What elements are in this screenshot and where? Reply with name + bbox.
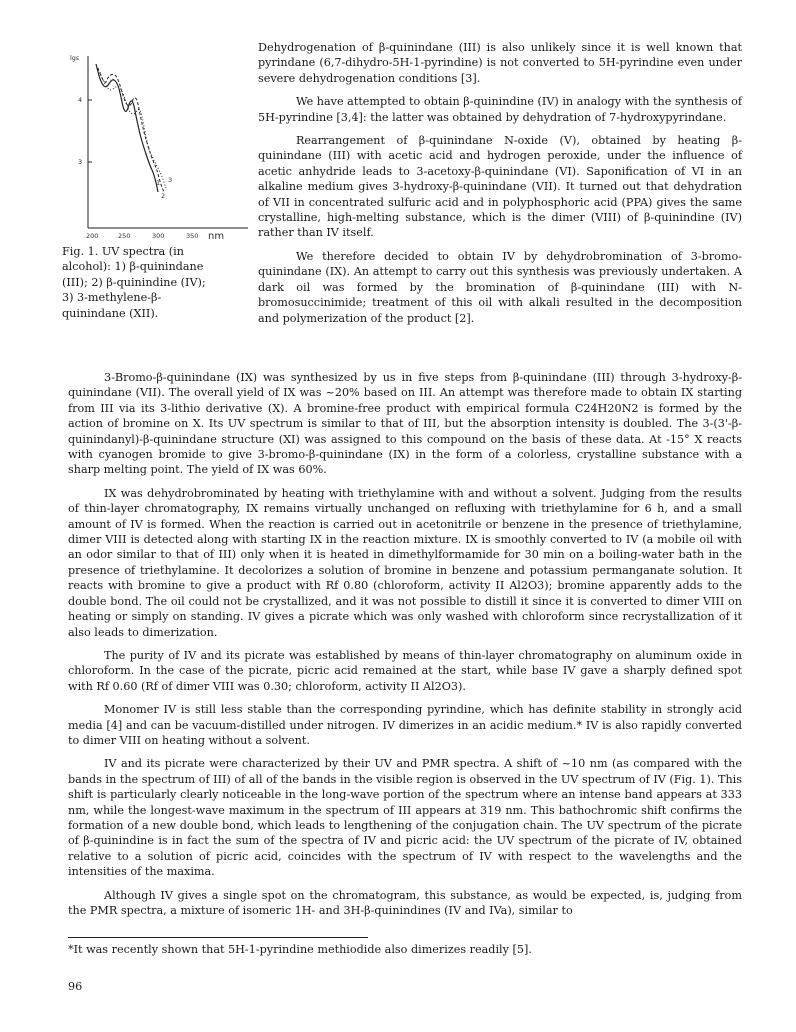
curve-label-1: 1 [156, 179, 161, 187]
figure-caption-label: Fig. 1. [62, 245, 99, 258]
uv-spectra-plot [62, 42, 248, 242]
paragraph: The purity of IV and its picrate was established by means of thin-layer chromatography on aluminum oxide in chloroform. In the case of the picrate, picric acid remained at the start, while base IV gave a sharply defined spot with Rf 0.60 (Rf of dimer VIII was 0.30; chloroform, activity II Al2O3). [68, 648, 742, 693]
figure-caption [62, 244, 212, 321]
paragraph: Dehydrogenation of β-quinindane (III) is also unlikely since it is well known that pyrindane (6,7-dihydro-5H-1-pyrindine) is not converted to 5H-pyrindine even under severe dehydrogenation conditions [3]. [258, 41, 742, 85]
paragraph: Monomer IV is still less stable than the corresponding pyrindine, which has definite stability in strongly acid media [4] and can be vacuum-distilled under nitrogen. IV dimerizes in an acidic medium.* IV is also rapidly converted to dimer VIII on heating without a solvent. [68, 703, 742, 747]
y-axis-title: lgε [70, 54, 80, 62]
paragraph: IV and its picrate were characterized by their UV and PMR spectra. A shift of ~10 nm (as compared with the bands in the spectrum of III) of all of the bands in the visible region is observed in the UV spectrum of IV (Fig. 1). This shift is particularly clearly noticeable in the long-wave portion of the spectrum where an intense band appears at 333 nm, while the longest-wave maximum in the spectrum of III appears at 319 nm. This bathochromic shift confirms the formation of a new double bond, which leads to lengthening of the conjugation chain. The UV spectrum of the picrate of β-quinindine is in fact the sum of the spectra of IV and picric acid: the UV spectrum of the picrate of IV, obtained relative to a solution of picric acid, coincides with the spectrum of IV with respect to the wavelengths and the intensities of the maxima. [68, 757, 742, 879]
y-tick-label-4: 4 [78, 96, 83, 104]
page-number: 96 [68, 980, 83, 993]
curve-label-3: 3 [168, 176, 173, 184]
y-tick-label-3: 3 [78, 158, 83, 166]
x-axis-unit: nm [208, 231, 225, 242]
figure-caption-text: UV spectra (in alcohol): 1) β-quinindane (III); 2) β-quinindine (IV); 3) 3-methylene-β-quinindane (XII). [62, 245, 206, 320]
paragraph: We have attempted to obtain β-quinindine (IV) in analogy with the synthesis of 5H-pyrindine [3,4]: the latter was obtained by dehydration of 7-hydroxypyrindane. [258, 95, 742, 124]
paragraph: Rearrangement of β-quinindane N-oxide (V), obtained by heating β-quinindane (III) with acetic acid and hydrogen peroxide, under the influence of acetic anhydride leads to 3-acetoxy-β-quinindane (VI). Saponification of VI in an alkaline medium gives 3-hydroxy-β-quinindane (VII). It turned out that dehydration of VII in concentrated sulfuric acid and in polyphosphoric acid (PPA) gives the same crystalline, high-melting substance, which is the dimer (VIII) of β-quinindine (IV) rather than IV itself. [258, 134, 742, 240]
curve-1 [96, 64, 161, 192]
x-tick-label-350: 350 [186, 232, 199, 240]
paragraph: 3-Bromo-β-quinindane (IX) was synthesized by us in five steps from β-quinindane (III) through 3-hydroxy-β-quinindane (VII). The overall yield of IX was ~20% based on III. An attempt was therefore made to obtain IX starting from III via its 3-lithio derivative (X). A bromine-free product with empirical formula C24H20N2 is formed by the action of bromine on X. Its UV spectrum is similar to that of III, but the absorption intensity is doubled. The 3-(3'-β-quinindanyl)-β-quinindane structure (XI) was assigned to this compound on the basis of these data. At -15° X reacts with cyanogen bromide to give 3-bromo-β-quinindane (IX) in the form of a colorless, crystalline substance with a sharp melting point. The yield of IX was 60%. [68, 371, 742, 477]
full-width-text [68, 370, 742, 926]
x-tick-label-200: 200 [86, 232, 99, 240]
footnote: *It was recently shown that 5H-1-pyrindine methiodide also dimerizes readily [5]. [68, 943, 532, 956]
figure-uv-spectra [62, 42, 248, 321]
curve-3 [100, 72, 166, 188]
curve-2 [98, 68, 164, 192]
right-column-text [258, 40, 742, 334]
x-tick-label-300: 300 [152, 232, 165, 240]
paragraph: Although IV gives a single spot on the chromatogram, this substance, as would be expected, is, judging from the PMR spectra, a mixture of isomeric 1H- and 3H-β-quinindines (IV and IVa), similar to [68, 888, 742, 917]
paragraph: We therefore decided to obtain IV by dehydrobromination of 3-bromo-quinindane (IX). An attempt to carry out this synthesis was previously undertaken. A dark oil was formed by the bromination of β-quinindane (III) with N-bromosuccinimide; treatment of this oil with alkali resulted in the decomposition and polymerization of the product [2]. [258, 249, 742, 325]
paragraph: IX was dehydrobrominated by heating with triethylamine with and without a solvent. Judging from the results of thin-layer chromatography, IX remains virtually unchanged on refluxing with triethylamine for 6 h, and a small amount of IV is formed. When the reaction is carried out in acetonitrile or benzene in the presence of triethylamine, dimer VIII is detected along with starting IX in the reaction mixture. IX is smoothly converted to IV (a mobile oil with an odor similar to that of III) only when it is heated in dimethylformamide for 30 min on a boiling-water bath in the presence of triethylamine. It decolorizes a solution of bromine in benzene and potassium permanganate solution. It reacts with bromine to give a product with Rf 0.80 (chloroform, activity II Al2O3); bromine apparently adds to the double bond. The oil could not be crystallized, and it was not possible to distill it since it is converted to dimer VIII on heating or simply on standing. IV gives a picrate which was only washed with chloroform since recrystallization of it also leads to dimerization. [68, 486, 742, 639]
curve-label-2: 2 [161, 192, 166, 200]
x-tick-label-250: 250 [118, 232, 131, 240]
footnote-divider [68, 937, 368, 938]
